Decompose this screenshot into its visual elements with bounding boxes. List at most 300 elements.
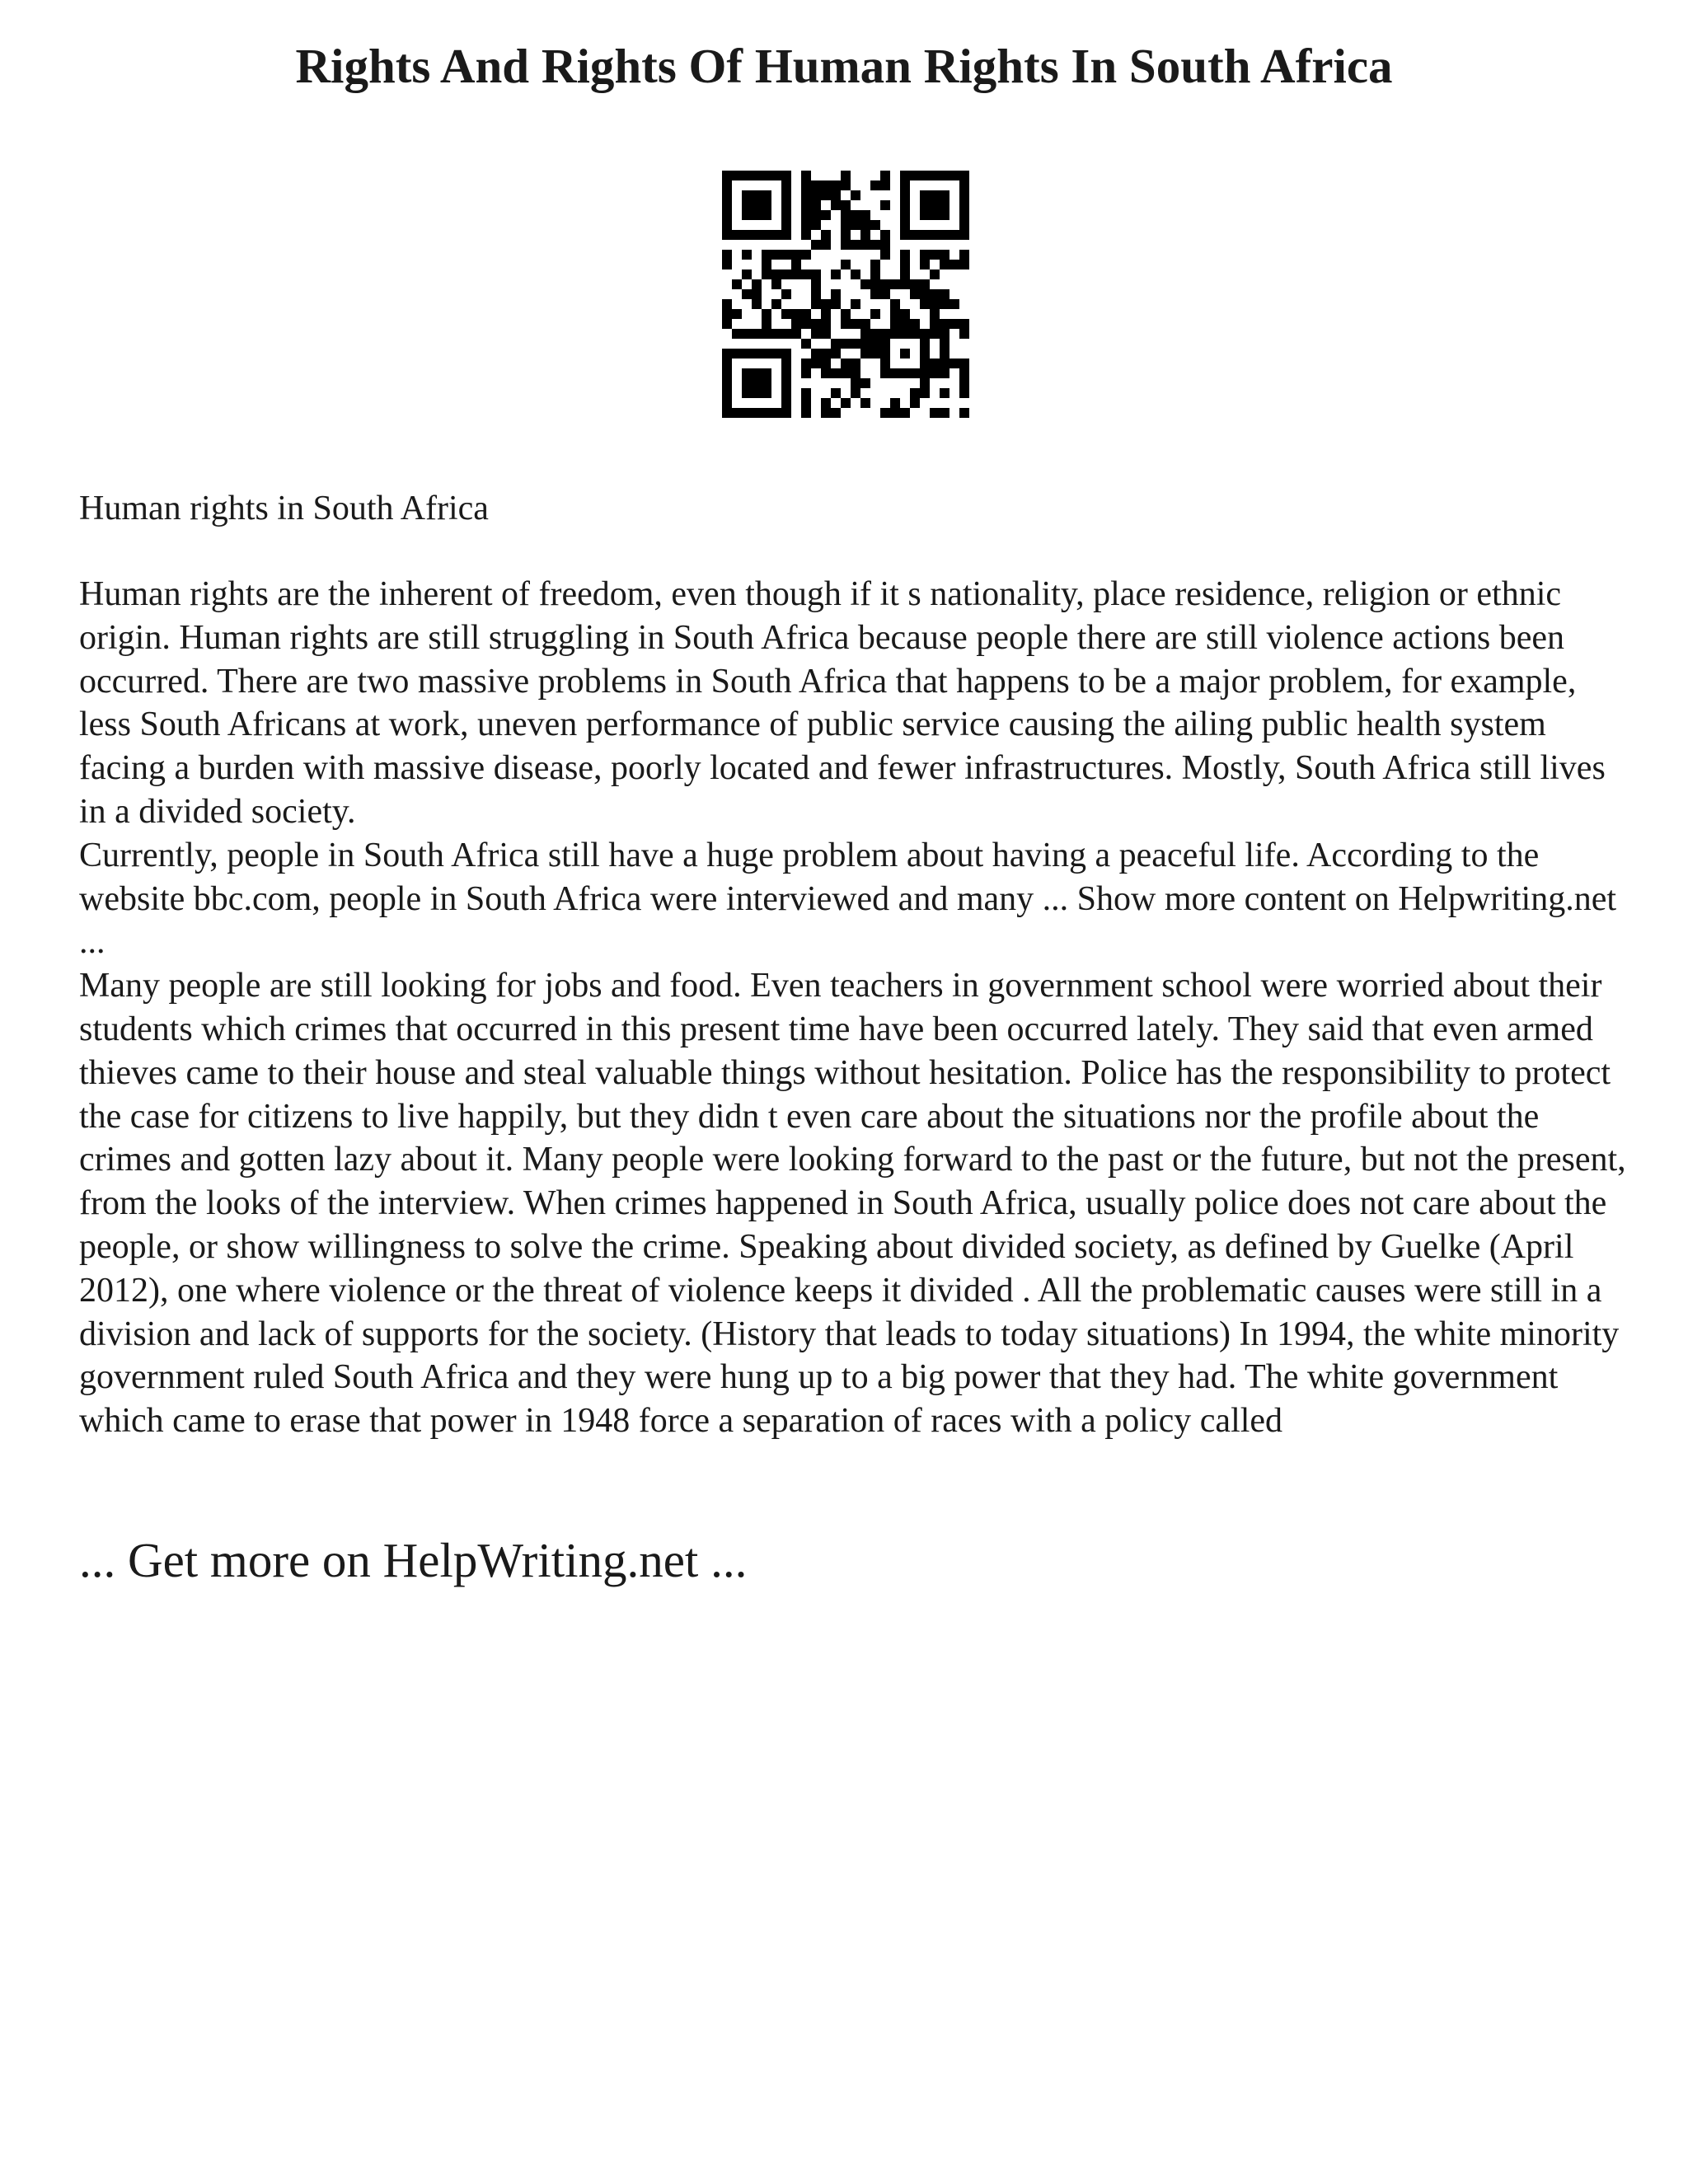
qr-module xyxy=(900,349,910,359)
qr-module xyxy=(831,408,841,418)
qr-module xyxy=(910,398,920,408)
qr-module xyxy=(851,269,860,279)
qr-module xyxy=(900,329,910,339)
qr-module xyxy=(851,210,860,220)
qr-module xyxy=(920,299,930,309)
qr-module xyxy=(801,171,811,180)
qr-module xyxy=(841,210,851,220)
qr-module xyxy=(870,289,880,299)
qr-module xyxy=(870,339,880,349)
qr-module xyxy=(940,250,950,260)
qr-module xyxy=(860,339,870,349)
qr-module xyxy=(900,190,910,200)
qr-module xyxy=(880,368,890,378)
qr-module xyxy=(742,388,752,398)
qr-module xyxy=(742,200,752,210)
qr-module xyxy=(841,359,851,368)
qr-module xyxy=(900,309,910,319)
qr-module xyxy=(940,289,950,299)
qr-module xyxy=(722,210,732,220)
qr-module xyxy=(781,398,791,408)
qr-module xyxy=(950,171,959,180)
qr-module xyxy=(930,200,940,210)
qr-module xyxy=(959,260,969,269)
qr-module xyxy=(732,171,742,180)
qr-module xyxy=(781,349,791,359)
qr-module xyxy=(831,299,841,309)
qr-module xyxy=(722,349,732,359)
qr-module xyxy=(811,269,821,279)
qr-module xyxy=(880,349,890,359)
qr-module xyxy=(950,299,959,309)
qr-module xyxy=(801,210,811,220)
qr-module xyxy=(920,171,930,180)
qr-module xyxy=(821,398,831,408)
qr-module xyxy=(831,200,841,210)
qr-module xyxy=(722,309,732,319)
qr-module xyxy=(752,190,762,200)
qr-module xyxy=(742,269,752,279)
qr-module xyxy=(880,200,890,210)
qr-module xyxy=(821,299,831,309)
qr-module xyxy=(752,230,762,240)
qr-module xyxy=(771,349,781,359)
qr-module xyxy=(742,349,752,359)
qr-module xyxy=(781,180,791,190)
qr-module xyxy=(752,368,762,378)
qr-module xyxy=(801,408,811,418)
qr-module xyxy=(841,180,851,190)
qr-module xyxy=(811,349,821,359)
qr-module xyxy=(890,279,900,289)
qr-code-icon xyxy=(722,171,969,418)
qr-module xyxy=(910,279,920,289)
qr-module xyxy=(940,200,950,210)
qr-module xyxy=(900,269,910,279)
qr-module xyxy=(722,378,732,388)
qr-module xyxy=(910,289,920,299)
qr-module xyxy=(900,230,910,240)
qr-module xyxy=(821,319,831,329)
qr-module xyxy=(801,220,811,230)
qr-module xyxy=(801,180,811,190)
qr-module xyxy=(781,269,791,279)
qr-module xyxy=(940,171,950,180)
qr-module xyxy=(870,180,880,190)
qr-module xyxy=(920,349,930,359)
qr-module xyxy=(811,289,821,299)
qr-module xyxy=(930,210,940,220)
qr-module xyxy=(841,200,851,210)
qr-module xyxy=(781,250,791,260)
qr-module xyxy=(920,200,930,210)
qr-module xyxy=(722,319,732,329)
qr-module xyxy=(831,368,841,378)
qr-module xyxy=(959,210,969,220)
qr-module xyxy=(920,339,930,349)
qr-module xyxy=(940,339,950,349)
qr-module xyxy=(910,388,920,398)
qr-module xyxy=(890,319,900,329)
qr-module xyxy=(959,319,969,329)
qr-module xyxy=(722,220,732,230)
qr-module xyxy=(762,388,771,398)
qr-module xyxy=(930,359,940,368)
qr-module xyxy=(811,180,821,190)
document-title: Rights And Rights Of Human Rights In South Africa xyxy=(295,39,1393,93)
qr-module xyxy=(722,230,732,240)
qr-module xyxy=(752,388,762,398)
qr-module xyxy=(860,230,870,240)
qr-module xyxy=(940,210,950,220)
qr-module xyxy=(940,230,950,240)
qr-module xyxy=(959,171,969,180)
qr-module xyxy=(801,319,811,329)
qr-module xyxy=(940,299,950,309)
qr-module xyxy=(841,220,851,230)
qr-module xyxy=(781,388,791,398)
qr-module xyxy=(811,200,821,210)
qr-module xyxy=(959,368,969,378)
qr-module xyxy=(762,200,771,210)
qr-module xyxy=(811,210,821,220)
qr-module xyxy=(831,289,841,299)
qr-module xyxy=(870,309,880,319)
qr-module xyxy=(890,309,900,319)
qr-module xyxy=(762,329,771,339)
qr-module xyxy=(811,319,821,329)
qr-module xyxy=(811,190,821,200)
qr-module xyxy=(841,339,851,349)
qr-module xyxy=(801,250,811,260)
qr-module xyxy=(732,408,742,418)
qr-module xyxy=(781,378,791,388)
qr-module xyxy=(732,309,742,319)
qr-module xyxy=(930,190,940,200)
qr-module xyxy=(781,368,791,378)
qr-module xyxy=(762,260,771,269)
qr-module xyxy=(930,299,940,309)
qr-module xyxy=(959,200,969,210)
qr-module xyxy=(930,250,940,260)
qr-module xyxy=(870,269,880,279)
qr-module xyxy=(791,329,801,339)
qr-module xyxy=(900,319,910,329)
qr-module xyxy=(732,329,742,339)
qr-module xyxy=(860,210,870,220)
qr-module xyxy=(930,269,940,279)
qr-module xyxy=(742,378,752,388)
qr-module xyxy=(950,230,959,240)
qr-module xyxy=(870,349,880,359)
qr-module xyxy=(870,279,880,289)
qr-module xyxy=(920,210,930,220)
qr-module xyxy=(762,210,771,220)
qr-module xyxy=(781,210,791,220)
qr-module xyxy=(781,329,791,339)
qr-module xyxy=(851,359,860,368)
qr-module xyxy=(920,329,930,339)
qr-module xyxy=(811,240,821,250)
qr-module xyxy=(860,398,870,408)
qr-module xyxy=(920,190,930,200)
qr-module xyxy=(860,378,870,388)
qr-module xyxy=(920,388,930,398)
qr-module xyxy=(752,279,762,289)
qr-module xyxy=(841,260,851,269)
qr-module xyxy=(860,329,870,339)
qr-module xyxy=(959,180,969,190)
qr-module xyxy=(890,398,900,408)
qr-module xyxy=(722,388,732,398)
qr-module xyxy=(752,171,762,180)
qr-module xyxy=(860,349,870,359)
qr-module xyxy=(890,299,900,309)
qr-module xyxy=(880,339,890,349)
qr-module xyxy=(722,359,732,368)
qr-module xyxy=(821,368,831,378)
qr-module xyxy=(791,250,801,260)
qr-module xyxy=(930,408,940,418)
qr-module xyxy=(940,329,950,339)
qr-module xyxy=(959,408,969,418)
qr-module xyxy=(801,398,811,408)
qr-module xyxy=(851,220,860,230)
qr-module xyxy=(860,240,870,250)
document-subtitle: Human rights in South Africa xyxy=(79,490,489,527)
qr-module xyxy=(732,230,742,240)
body-paragraph: Human rights are the inherent of freedom, even though if it s nationality, place residence, religion or ethnic origin. Human rights are still struggling in South Africa because people there are still violence actions been occurred. There are two massive problems in South Africa that happens to be a major problem, for example, less South Africans at work, uneven performance of public service causing the ailing public health system facing a burden with massive disease, poorly located and fewer infrastructures. Mostly, South Africa still lives in a divided society. xyxy=(79,575,1606,831)
qr-module xyxy=(920,230,930,240)
qr-module xyxy=(742,190,752,200)
qr-module xyxy=(930,309,940,319)
qr-module xyxy=(752,299,762,309)
body-paragraph: Many people are still looking for jobs and food. Even teachers in government school were worried about their students which crimes that occurred in this present time have been occurred lately. They said that even armed thieves came to their house and steal valuable things without hesitation. Police has the responsibility to protect the case for citizens to live happily, but they didn t even care about the situations nor the profile about the crimes and gotten lazy about it. Many people were looking forward to the past or the future, but not the present, from the looks of the interview. When crimes happened in South Africa, usually police does not care about the people, or show willingness to solve the crime. Speaking about divided society, as defined by Guelke (April 2012), one where violence or the threat of violence keeps it divided . All the problematic causes were still in a division and lack of supports for the society. (History that leads to today situations) In 1994, the white minority government ruled South Africa and they were hung up to a big power that they had. The white government which came to erase that power in 1948 force a separation of races with a policy called xyxy=(79,967,1626,1441)
qr-module xyxy=(811,220,821,230)
qr-module xyxy=(959,329,969,339)
body-paragraph: Currently, people in South Africa still have a huge problem about having a peaceful life. According to the website bbc.com, people in South Africa were interviewed and many ... Show more content on Helpwriting.net ... xyxy=(79,836,1617,962)
qr-module xyxy=(821,230,831,240)
qr-module xyxy=(762,368,771,378)
qr-module xyxy=(762,309,771,319)
qr-module xyxy=(771,171,781,180)
qr-module xyxy=(752,349,762,359)
qr-module xyxy=(771,250,781,260)
qr-module xyxy=(831,349,841,359)
qr-module xyxy=(880,408,890,418)
qr-module xyxy=(762,171,771,180)
qr-module xyxy=(762,190,771,200)
qr-module xyxy=(781,359,791,368)
qr-module xyxy=(752,378,762,388)
qr-module xyxy=(910,329,920,339)
qr-module xyxy=(959,378,969,388)
qr-module xyxy=(940,388,950,398)
qr-module xyxy=(762,408,771,418)
qr-module xyxy=(860,220,870,230)
qr-module xyxy=(930,171,940,180)
qr-module xyxy=(791,269,801,279)
qr-module xyxy=(920,260,930,269)
qr-module xyxy=(900,200,910,210)
qr-module xyxy=(801,190,811,200)
qr-module xyxy=(742,329,752,339)
qr-module xyxy=(722,260,732,269)
qr-module xyxy=(831,180,841,190)
qr-module xyxy=(752,289,762,299)
qr-module xyxy=(831,339,841,349)
qr-module xyxy=(722,200,732,210)
qr-module xyxy=(900,368,910,378)
qr-module xyxy=(811,329,821,339)
qr-module xyxy=(771,279,781,289)
qr-module xyxy=(940,319,950,329)
qr-module xyxy=(821,359,831,368)
document-body xyxy=(79,573,1629,1443)
qr-module xyxy=(781,230,791,240)
qr-module xyxy=(831,269,841,279)
qr-module xyxy=(841,309,851,319)
qr-module xyxy=(959,230,969,240)
qr-module xyxy=(722,408,732,418)
qr-module xyxy=(890,368,900,378)
qr-module xyxy=(821,180,831,190)
qr-module xyxy=(821,309,831,319)
qr-module xyxy=(742,408,752,418)
qr-module xyxy=(880,329,890,339)
qr-module xyxy=(762,349,771,359)
qr-module xyxy=(762,319,771,329)
qr-module xyxy=(821,190,831,200)
qr-module xyxy=(880,289,890,299)
qr-module xyxy=(771,230,781,240)
qr-module xyxy=(801,309,811,319)
qr-module xyxy=(742,250,752,260)
qr-module xyxy=(742,368,752,378)
qr-module xyxy=(841,398,851,408)
qr-module xyxy=(811,279,821,289)
qr-module xyxy=(940,408,950,418)
qr-module xyxy=(930,230,940,240)
qr-module xyxy=(831,388,841,398)
qr-module xyxy=(950,319,959,329)
qr-module xyxy=(880,279,890,289)
qr-module xyxy=(771,408,781,418)
qr-module xyxy=(742,230,752,240)
qr-module xyxy=(860,279,870,289)
qr-module xyxy=(742,289,752,299)
qr-module xyxy=(762,378,771,388)
qr-module xyxy=(801,359,811,368)
qr-module xyxy=(841,171,851,180)
qr-module xyxy=(910,171,920,180)
qr-module xyxy=(722,180,732,190)
qr-module xyxy=(950,260,959,269)
qr-module xyxy=(900,250,910,260)
qr-module xyxy=(781,200,791,210)
qr-module xyxy=(722,398,732,408)
qr-module xyxy=(781,220,791,230)
qr-module xyxy=(781,408,791,418)
qr-module xyxy=(920,368,930,378)
qr-module xyxy=(821,329,831,339)
qr-module xyxy=(821,240,831,250)
qr-module xyxy=(781,190,791,200)
qr-module xyxy=(781,289,791,299)
qr-module xyxy=(900,220,910,230)
qr-module xyxy=(742,171,752,180)
qr-module xyxy=(870,240,880,250)
qr-module xyxy=(851,339,860,349)
qr-module xyxy=(950,359,959,368)
qr-module xyxy=(900,180,910,190)
qr-module xyxy=(762,250,771,260)
qr-module xyxy=(940,349,950,359)
qr-module xyxy=(791,260,801,269)
qr-module xyxy=(940,190,950,200)
qr-module xyxy=(771,329,781,339)
qr-module xyxy=(762,230,771,240)
qr-module xyxy=(821,349,831,359)
qr-module xyxy=(762,269,771,279)
qr-module xyxy=(940,260,950,269)
qr-module xyxy=(880,250,890,260)
qr-module xyxy=(722,250,732,260)
qr-module xyxy=(722,299,732,309)
qr-module xyxy=(801,368,811,378)
qr-module xyxy=(870,329,880,339)
qr-module xyxy=(959,220,969,230)
qr-module xyxy=(920,359,930,368)
qr-module xyxy=(851,388,860,398)
qr-module xyxy=(841,319,851,329)
qr-module xyxy=(930,368,940,378)
qr-module xyxy=(752,200,762,210)
qr-module xyxy=(930,329,940,339)
qr-module xyxy=(811,359,821,368)
qr-module xyxy=(851,299,860,309)
qr-module xyxy=(841,240,851,250)
qr-module xyxy=(959,388,969,398)
qr-module xyxy=(890,408,900,418)
qr-module xyxy=(791,309,801,319)
qr-module xyxy=(880,180,890,190)
qr-module xyxy=(722,368,732,378)
qr-module xyxy=(851,190,860,200)
qr-module xyxy=(930,319,940,329)
qr-module xyxy=(880,240,890,250)
qr-module xyxy=(959,359,969,368)
qr-module xyxy=(870,260,880,269)
qr-module xyxy=(910,368,920,378)
qr-module xyxy=(890,329,900,339)
qr-module xyxy=(851,368,860,378)
qr-module xyxy=(732,349,742,359)
qr-module xyxy=(841,230,851,240)
qr-module xyxy=(722,190,732,200)
qr-module xyxy=(880,230,890,240)
qr-module xyxy=(771,299,781,309)
qr-module xyxy=(910,230,920,240)
get-more-link[interactable]: ... Get more on HelpWriting.net ... xyxy=(79,1533,748,1587)
qr-module xyxy=(831,190,841,200)
qr-module xyxy=(841,368,851,378)
qr-module xyxy=(920,378,930,388)
qr-module xyxy=(880,171,890,180)
qr-module xyxy=(900,260,910,269)
qr-module xyxy=(851,240,860,250)
qr-module xyxy=(821,408,831,418)
